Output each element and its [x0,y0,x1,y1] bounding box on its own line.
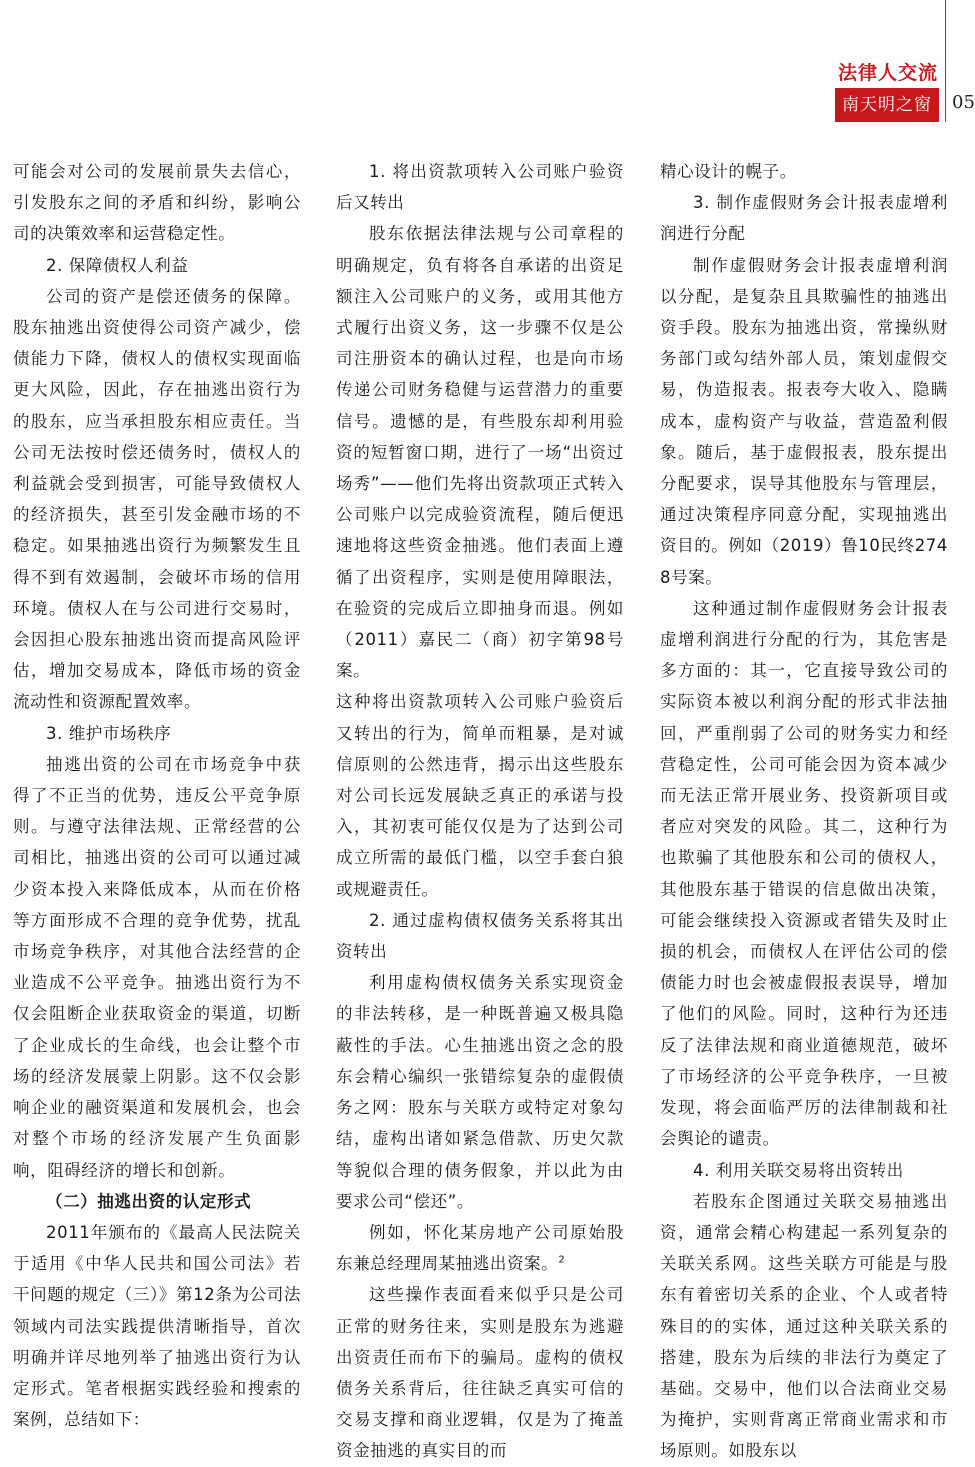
column-name-badge: 南天明之窗 [835,88,939,122]
paragraph: 这些操作表面看来似乎只是公司正常的财务往来，实则是股东为逃避出资责任而布下的骗局。虚构的债权债务关系背后，往往缺乏真实可信的交易支撑和商业逻辑，仅是为了掩盖资金抽逃的真实目的而 [336,1285,624,1461]
paragraph: 这种将出资款项转入公司账户验资后又转出的行为，简单而粗暴，是对诚信原则的公然违背，揭示出这些股东对公司长远发展缺乏真正的承诺与投入，其初衷可能仅仅是为了达到公司成立所需的最低门槛，以空手套白狼或规避责任。 [336,692,624,899]
text-column-middle [336,156,624,1461]
paragraph: 抽逃出资的公司在市场竞争中获得了不正当的优势，违反公平竞争原则。与遵守法律法规、正常经营的公司相比，抽逃出资的公司可以通过减少资本投入来降低成本，从而在价格等方面形成不合理的竞争优势，扰乱市场竞争秩序，对其他合法经营的企业造成不公平竞争。抽逃出资行为不仅会阻断企业获取资金的渠道，切断了企业成长的生命线，也会让整个市场的经济发展蒙上阴影。这不仅会影响企业的融资渠道和发展机会，也会对整个市场的经济发展产生负面影响，阻碍经济的增长和创新。 [13,754,301,1180]
section-title: 法律人交流 [837,62,938,84]
page-number: 05 [952,92,975,113]
paragraph: 精心设计的幌子。 [660,162,797,181]
subheading: 2. 通过虚构债权债务关系将其出资转出 [336,910,624,962]
paragraph: 这种通过制作虚假财务会计报表虚增利润进行分配的行为，其危害是多方面的：其一，它直接导致公司的实际资本被以利润分配的形式非法抽回，严重削弱了公司的财务实力和经营稳定性，公司可能会因为资本减少而无法正常开展业务、投资新项目或者应对突发的风险。其二，这种行为也欺骗了其他股东和公司的债权人，其他股东基于错误的信息做出决策，可能会继续投入资源或者错失及时止损的机会，而债权人在评估公司的偿债能力时也会被虚假报表误导，增加了他们的风险。同时，这种行为还违反了法律法规和商业道德规范，破坏了市场经济的公平竞争秩序，一旦被发现，将会面临严厉的法律制裁和社会舆论的谴责。 [660,598,948,1149]
subheading: 4. 利用关联交易将出资转出 [693,1160,904,1180]
paragraph-text: 例如，怀化某房地产公司原始股东兼总经理周某抽逃出资案。 [336,1222,624,1274]
subheading: 3. 制作虚假财务会计报表虚增利润进行分配 [660,193,948,244]
footnote-marker: 2 [558,1254,566,1266]
subheading: 1. 将出资款项转入公司账户验资后又转出 [336,162,624,213]
paragraph [336,1217,624,1279]
header-divider [945,0,946,122]
paragraph: 若股东企图通过关联交易抽逃出资，通常会精心构建起一系列复杂的关联关系网。这些关联方可能是与股东有着密切关系的企业、个人或者特殊目的的实体，通过这种关联关系的搭建，股东为后续的非法行为奠定了基础。交易中，他们以合法商业交易为掩护，实则背离正常商业需求和市场原则。如股东以 [660,1191,948,1461]
text-column-left [13,156,301,1461]
paragraph: 利用虚构债权债务关系实现资金的非法转移，是一种既普遍又极具隐蔽性的手法。心生抽逃出资之念的股东会精心编织一张错综复杂的虚假债务之网：股东与关联方或特定对象勾结，虚构出诸如紧急借款、历史欠款等貌似合理的债务假象，并以此为由要求公司“偿还”。 [336,973,624,1211]
text-column-right [660,156,948,1461]
paragraph: 股东依据法律法规与公司章程的明确规定，负有将各自承诺的出资足额注入公司账户的义务，或用其他方式履行出资义务，这一步骤不仅是公司注册资本的确认过程，也是向市场传递公司财务稳健与运营潜力的重要信号。遗憾的是，有些股东却利用验资的短暂窗口期，进行了一场“出资过场秀”——他们先将出资款项正式转入公司账户以完成验资流程，随后便迅速地将这些资金抽逃。他们表面上遵循了出资程序，实则是使用障眼法，在验资的完成后立即抽身而退。例如（2011）嘉民二（商）初字第98号案。 [336,224,624,681]
paragraph: 制作虚假财务会计报表虚增利润以分配，是复杂且具欺骗性的抽逃出资手段。股东为抽逃出资，常操纵财务部门或勾结外部人员，策划虚假交易，伪造报表。报表夸大收入、隐瞒成本，虚构资产与收益，营造盈利假象。随后，基于虚假报表，股东提出分配要求，误导其他股东与管理层，通过决策程序同意分配，实现抽逃出资目的。例如（2019）鲁10民终2748号案。 [660,255,948,587]
paragraph: 可能会对公司的发展前景失去信心，引发股东之间的矛盾和纠纷，影响公司的决策效率和运营稳定性。 [13,162,301,244]
section-heading: （二）抽逃出资的认定形式 [46,1191,252,1211]
subheading: 2. 保障债权人利益 [46,255,189,275]
subheading: 3. 维护市场秩序 [46,723,172,743]
paragraph: 公司的资产是偿还债务的保障。股东抽逃出资使得公司资产减少，偿债能力下降，债权人的债权实现面临更大风险，因此，存在抽逃出资行为的股东，应当承担股东相应责任。当公司无法按时偿还债务时，债权人的利益就会受到损害，可能导致债权人的经济损失，甚至引发金融市场的不稳定。如果抽逃出资行为频繁发生且得不到有效遏制，会破坏市场的信用环境。债权人在与公司进行交易时，会因担心股东抽逃出资而提高风险评估，增加交易成本，降低市场的资金流动性和资源配置效率。 [13,286,301,712]
paragraph: 2011年颁布的《最高人民法院关于适用《中华人民共和国公司法》若干问题的规定（三）》第12条为公司法领域内司法实践提供清晰指导，首次明确并详尽地列举了抽逃出资行为认定形式。笔者根据实践经验和搜索的案例，总结如下： [13,1222,301,1430]
